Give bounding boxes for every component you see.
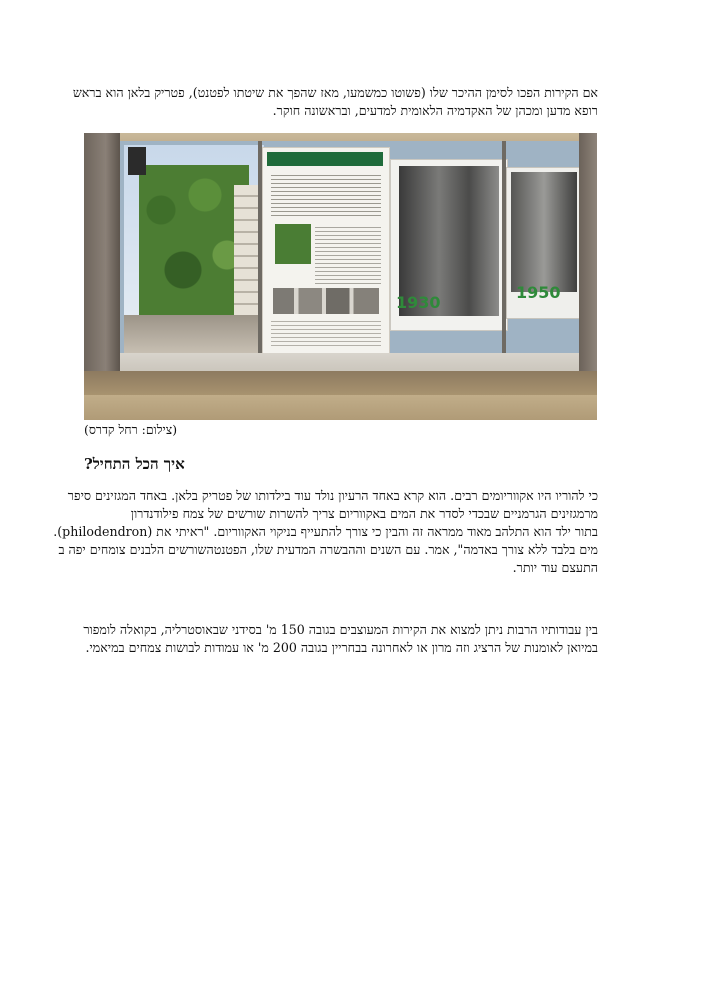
year-label: 1950 <box>516 283 561 302</box>
panel-text-block <box>271 172 381 218</box>
window-mullion <box>258 141 262 371</box>
panel-text-block <box>315 224 381 286</box>
stone-ledge <box>84 371 597 395</box>
body-line: מים בלבד ללא צורך באדמה", אמר. עם השנים וההבשרה המדעית שלו, הפטנטהשורשים הלבנים צומחים יפה ב <box>58 542 598 557</box>
panel-thumbnails <box>273 288 379 314</box>
section-heading: איך הכל התחיל? <box>84 455 185 473</box>
panel-title-bar <box>267 152 383 166</box>
window-frame-left <box>84 133 120 395</box>
photo-caption: (צילום: רחל קדרס) <box>84 422 178 437</box>
closing-paragraph <box>84 621 598 657</box>
window-mullion <box>502 141 506 371</box>
closing-line: בין עבודותיו הרבות ניתן למצוא את הקירות המעוצבים בגובה 150 מ' בסידני שבאוסטרליה, בקואלה לומפור <box>83 622 598 637</box>
vertical-garden-photo <box>84 133 597 420</box>
body-line: כי להוריו היו אקווריומים רבים. הוא קרא באחד הרעיון נולד עוד בילדותו של פטריק בלאן. באחד המגזינים סיפר <box>67 488 598 503</box>
green-wall-image <box>139 165 249 315</box>
sidewalk <box>84 395 597 420</box>
body-line: מרמגזינים הגרמניים שבכדי לסדר את המים באקווריום צריך להשרות שורשים של צמח פילודנדרון <box>130 506 598 521</box>
historic-photo <box>511 172 577 292</box>
body-line: בתור ילד הוא התלהב מאוד ממראה זה והבין כי צורך להתעייף בניקוי האקווריום. "ראיתי את (philodendron). <box>53 524 598 539</box>
intro-paragraph <box>72 84 598 120</box>
body-paragraph <box>53 487 598 577</box>
intro-line: אם הקירות הפכו לסימן ההיכר שלו (פשוטו כמשמעו, מאז שהפך את שיטתו לפטנט), פטריק בלאן הוא בראש <box>72 85 598 100</box>
intro-line: רופא מדען ומכהן של האקדמיה הלאומית למדעים, ובראשונה חוקר. <box>272 103 598 118</box>
panel-text-block <box>271 318 381 348</box>
panel-portrait <box>275 224 311 264</box>
year-label: 1930 <box>396 293 441 312</box>
info-sign <box>128 147 146 175</box>
closing-line: במיואן לאומנות של הרציג וזה מרון או לאחרונה בבחריין בגובה 200 מ' או עמודות לבושות צמחים במיאמי. <box>85 640 598 655</box>
body-line: התעצם עוד יותר. <box>512 560 598 575</box>
window-frame-right <box>579 133 597 395</box>
oasis-panel <box>262 147 390 355</box>
street-scene <box>124 315 270 355</box>
